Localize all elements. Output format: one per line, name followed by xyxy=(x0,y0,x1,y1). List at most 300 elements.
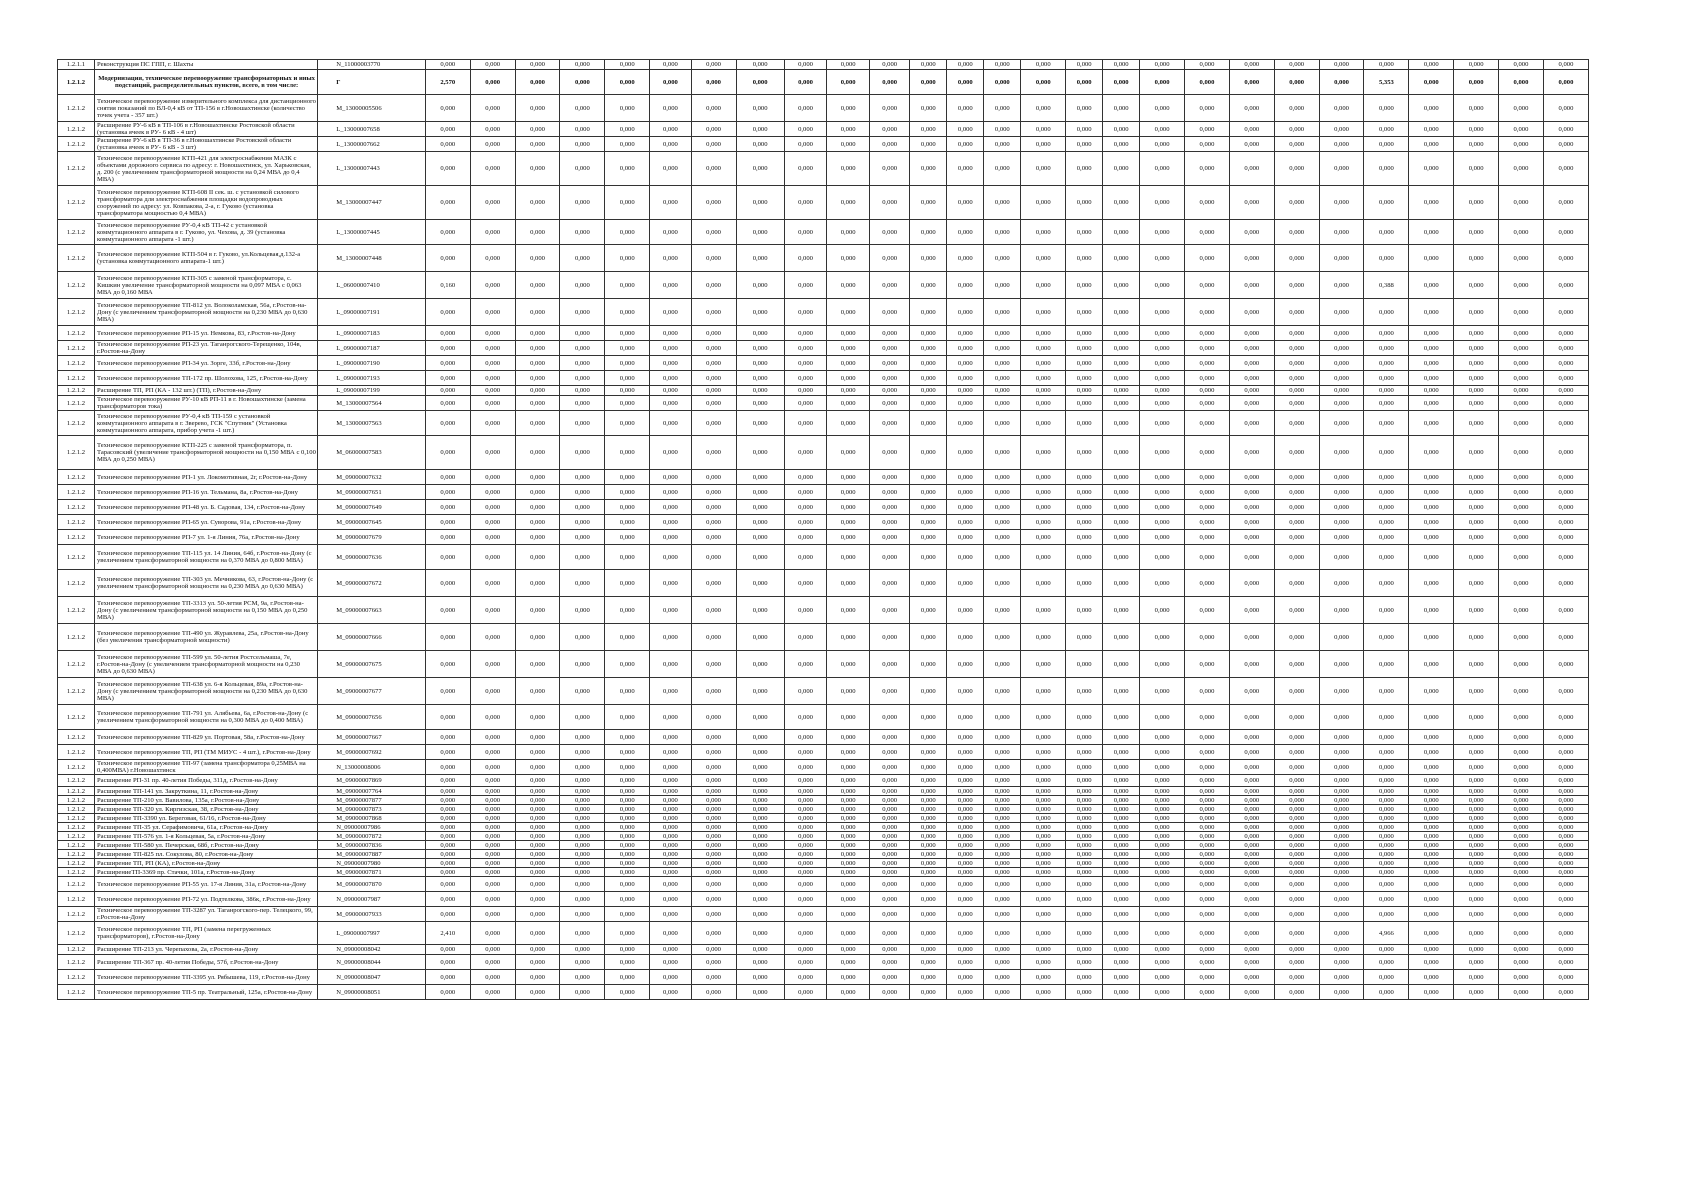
value-cell: 0,000 xyxy=(1103,892,1140,907)
value-cell: 0,000 xyxy=(1543,470,1588,485)
value-cell: 0,000 xyxy=(1274,970,1319,985)
value-cell: 0,000 xyxy=(910,515,947,530)
value-cell: 0,000 xyxy=(1454,814,1499,823)
value-cell: 0,000 xyxy=(1229,272,1274,299)
value-cell: 0,000 xyxy=(1229,371,1274,386)
value-cell: 0,000 xyxy=(784,868,827,877)
value-cell: 0,000 xyxy=(1454,371,1499,386)
value-cell: 0,000 xyxy=(470,922,515,945)
value-cell: 0,000 xyxy=(1454,411,1499,436)
value-cell: 0,000 xyxy=(910,500,947,515)
value-cell: 0,000 xyxy=(1229,892,1274,907)
value-cell: 0,000 xyxy=(784,678,827,705)
value-cell: 0,000 xyxy=(910,955,947,970)
table-row xyxy=(58,70,1589,95)
value-cell: 0,000 xyxy=(1140,470,1185,485)
value-cell: 0,000 xyxy=(691,272,736,299)
value-cell: 0,000 xyxy=(1499,805,1544,814)
project-name: Техническое перевооружение РП-48 ул. Б. Садовая, 134, г.Ростов-на-Дону xyxy=(95,500,318,515)
value-cell: 0,000 xyxy=(827,137,870,152)
value-cell: 0,000 xyxy=(1140,922,1185,945)
value-cell: 0,000 xyxy=(1185,678,1230,705)
value-cell: 0,000 xyxy=(560,60,605,70)
value-cell: 0,000 xyxy=(515,299,560,326)
value-cell: 0,000 xyxy=(650,186,691,220)
value-cell: 0,000 xyxy=(784,859,827,868)
value-cell: 0,000 xyxy=(910,775,947,787)
value-cell: 0,000 xyxy=(1319,955,1364,970)
value-cell: 0,000 xyxy=(1274,955,1319,970)
value-cell: 0,000 xyxy=(1066,823,1103,832)
value-cell: 0,000 xyxy=(1021,760,1066,775)
value-cell: 0,000 xyxy=(560,823,605,832)
value-cell: 0,000 xyxy=(1229,485,1274,500)
value-cell: 0,000 xyxy=(1185,326,1230,341)
table-row xyxy=(58,530,1589,545)
value-cell: 0,000 xyxy=(984,796,1021,805)
value-cell: 0,000 xyxy=(869,272,909,299)
value-cell: 0,000 xyxy=(1543,386,1588,396)
value-cell: 0,000 xyxy=(1103,386,1140,396)
value-cell: 0,000 xyxy=(1543,805,1588,814)
value-cell: 0,000 xyxy=(1543,122,1588,137)
value-cell: 0,000 xyxy=(1185,500,1230,515)
project-id: N_09000007987 xyxy=(318,892,426,907)
value-cell: 0,000 xyxy=(1319,907,1364,922)
value-cell: 0,000 xyxy=(827,386,870,396)
value-cell: 0,000 xyxy=(984,245,1021,272)
value-cell: 0,000 xyxy=(1454,907,1499,922)
value-cell: 0,000 xyxy=(1319,892,1364,907)
value-cell: 0,000 xyxy=(1364,877,1409,892)
value-cell: 0,000 xyxy=(1274,570,1319,597)
value-cell: 0,000 xyxy=(869,122,909,137)
value-cell: 0,000 xyxy=(1066,892,1103,907)
value-cell: 0,000 xyxy=(515,396,560,411)
value-cell: 0,000 xyxy=(1229,186,1274,220)
value-cell: 0,000 xyxy=(984,850,1021,859)
value-cell: 0,000 xyxy=(560,95,605,122)
value-cell: 0,000 xyxy=(910,945,947,955)
value-cell: 0,000 xyxy=(910,341,947,356)
value-cell: 0,000 xyxy=(1021,356,1066,371)
value-cell: 0,000 xyxy=(605,985,650,1000)
value-cell: 0,000 xyxy=(1364,326,1409,341)
table-row xyxy=(58,775,1589,787)
value-cell: 0,000 xyxy=(947,922,984,945)
row-code: 1.2.1.2 xyxy=(58,70,95,95)
value-cell: 0,000 xyxy=(947,796,984,805)
value-cell: 0,000 xyxy=(470,868,515,877)
value-cell: 0,000 xyxy=(1021,60,1066,70)
value-cell: 0,000 xyxy=(691,515,736,530)
value-cell: 0,000 xyxy=(1364,545,1409,570)
value-cell: 0,000 xyxy=(1140,850,1185,859)
value-cell: 0,000 xyxy=(1140,859,1185,868)
value-cell: 0,000 xyxy=(910,386,947,396)
value-cell: 0,000 xyxy=(1185,841,1230,850)
value-cell: 0,000 xyxy=(605,470,650,485)
project-name: Техническое перевооружение РП-55 ул. 17-я Линия, 31а, г.Ростов-на-Дону xyxy=(95,877,318,892)
value-cell: 0,000 xyxy=(910,796,947,805)
value-cell: 0,000 xyxy=(1499,832,1544,841)
value-cell: 0,000 xyxy=(1185,122,1230,137)
value-cell: 0,000 xyxy=(1364,970,1409,985)
value-cell: 0,000 xyxy=(1364,386,1409,396)
value-cell: 0,000 xyxy=(691,892,736,907)
value-cell: 0,000 xyxy=(1103,220,1140,245)
value-cell: 0,000 xyxy=(910,805,947,814)
value-cell: 0,000 xyxy=(827,326,870,341)
value-cell: 0,000 xyxy=(605,220,650,245)
value-cell: 0,000 xyxy=(1274,436,1319,470)
value-cell: 0,000 xyxy=(560,841,605,850)
value-cell: 0,000 xyxy=(1319,220,1364,245)
value-cell: 0,000 xyxy=(984,705,1021,730)
value-cell: 0,000 xyxy=(1364,356,1409,371)
value-cell: 0,000 xyxy=(1229,859,1274,868)
value-cell: 0,000 xyxy=(1499,356,1544,371)
value-cell: 0,000 xyxy=(1274,500,1319,515)
value-cell: 0,000 xyxy=(1499,859,1544,868)
table-row xyxy=(58,371,1589,386)
value-cell: 0,000 xyxy=(827,396,870,411)
value-cell: 0,000 xyxy=(470,955,515,970)
value-cell: 0,000 xyxy=(1140,152,1185,186)
value-cell: 0,000 xyxy=(869,396,909,411)
value-cell: 0,000 xyxy=(947,823,984,832)
value-cell: 0,000 xyxy=(1103,796,1140,805)
value-cell: 0,000 xyxy=(1140,60,1185,70)
value-cell: 0,000 xyxy=(910,760,947,775)
value-cell: 0,000 xyxy=(515,220,560,245)
value-cell: 0,000 xyxy=(1499,597,1544,624)
value-cell: 0,000 xyxy=(1103,814,1140,823)
table-row xyxy=(58,945,1589,955)
value-cell: 0,000 xyxy=(1140,597,1185,624)
value-cell: 0,000 xyxy=(1103,470,1140,485)
value-cell: 0,000 xyxy=(984,892,1021,907)
value-cell: 0,000 xyxy=(1364,515,1409,530)
value-cell: 0,000 xyxy=(1185,970,1230,985)
value-cell: 0,000 xyxy=(650,386,691,396)
value-cell: 0,000 xyxy=(1021,730,1066,745)
value-cell: 0,000 xyxy=(1319,823,1364,832)
value-cell: 0,000 xyxy=(1543,396,1588,411)
value-cell: 0,000 xyxy=(827,597,870,624)
value-cell: 0,000 xyxy=(784,500,827,515)
value-cell: 0,000 xyxy=(1274,299,1319,326)
project-id: N_11000003770 xyxy=(318,60,426,70)
value-cell: 0,000 xyxy=(560,945,605,955)
value-cell: 0,000 xyxy=(515,386,560,396)
value-cell: 0,000 xyxy=(1066,787,1103,796)
value-cell: 0,000 xyxy=(910,892,947,907)
value-cell: 0,000 xyxy=(691,796,736,805)
value-cell: 0,000 xyxy=(1543,678,1588,705)
value-cell: 0,000 xyxy=(1319,186,1364,220)
value-cell: 0,000 xyxy=(1021,907,1066,922)
value-cell: 0,000 xyxy=(1103,371,1140,386)
value-cell: 0,000 xyxy=(1454,500,1499,515)
value-cell: 0,000 xyxy=(1140,500,1185,515)
value-cell: 0,000 xyxy=(984,877,1021,892)
value-cell: 0,000 xyxy=(736,859,784,868)
value-cell: 0,000 xyxy=(650,624,691,651)
value-cell: 0,000 xyxy=(1103,341,1140,356)
value-cell: 0,000 xyxy=(827,760,870,775)
value-cell: 0,000 xyxy=(1140,705,1185,730)
value-cell: 0,000 xyxy=(827,907,870,922)
value-cell: 0,000 xyxy=(1543,500,1588,515)
value-cell: 0,000 xyxy=(1185,570,1230,597)
value-cell: 0,000 xyxy=(650,955,691,970)
value-cell: 0,000 xyxy=(560,814,605,823)
value-cell: 0,000 xyxy=(515,796,560,805)
value-cell: 0,000 xyxy=(984,841,1021,850)
value-cell: 0,000 xyxy=(560,805,605,814)
value-cell: 0,000 xyxy=(470,137,515,152)
row-code: 1.2.1.2 xyxy=(58,386,95,396)
value-cell: 0,000 xyxy=(869,245,909,272)
row-code: 1.2.1.2 xyxy=(58,530,95,545)
value-cell: 0,000 xyxy=(650,832,691,841)
value-cell: 0,000 xyxy=(1066,436,1103,470)
value-cell: 0,000 xyxy=(1103,907,1140,922)
value-cell: 0,000 xyxy=(425,850,470,859)
value-cell: 0,000 xyxy=(691,985,736,1000)
value-cell: 0,000 xyxy=(869,485,909,500)
value-cell: 0,000 xyxy=(560,868,605,877)
value-cell: 0,000 xyxy=(1543,530,1588,545)
value-cell: 0,000 xyxy=(869,877,909,892)
value-cell: 0,000 xyxy=(605,341,650,356)
value-cell: 0,000 xyxy=(947,436,984,470)
value-cell: 0,000 xyxy=(1543,868,1588,877)
value-cell: 0,000 xyxy=(1454,945,1499,955)
value-cell: 0,000 xyxy=(1066,186,1103,220)
value-cell: 2,410 xyxy=(425,922,470,945)
value-cell: 0,000 xyxy=(1140,386,1185,396)
value-cell: 0,000 xyxy=(1229,326,1274,341)
project-name: Расширение ТП-213 ул. Черепахова, 2а, г.Ростов-на-Дону xyxy=(95,945,318,955)
value-cell: 0,000 xyxy=(910,530,947,545)
value-cell: 0,000 xyxy=(691,678,736,705)
value-cell: 0,000 xyxy=(910,60,947,70)
value-cell: 0,000 xyxy=(947,907,984,922)
value-cell: 0,000 xyxy=(1229,299,1274,326)
value-cell: 0,000 xyxy=(1319,877,1364,892)
table-row xyxy=(58,470,1589,485)
value-cell: 0,000 xyxy=(784,985,827,1000)
project-id: M_09000007836 xyxy=(318,841,426,850)
value-cell: 0,000 xyxy=(1021,396,1066,411)
table-row xyxy=(58,152,1589,186)
value-cell: 0,000 xyxy=(1229,868,1274,877)
value-cell: 0,000 xyxy=(947,985,984,1000)
value-cell: 0,000 xyxy=(827,436,870,470)
value-cell: 0,000 xyxy=(1229,907,1274,922)
value-cell: 0,000 xyxy=(1185,730,1230,745)
value-cell: 0,000 xyxy=(736,137,784,152)
value-cell: 0,000 xyxy=(470,122,515,137)
value-cell: 0,000 xyxy=(1364,500,1409,515)
value-cell: 0,000 xyxy=(1021,745,1066,760)
value-cell: 0,000 xyxy=(1454,705,1499,730)
value-cell: 0,000 xyxy=(1543,245,1588,272)
value-cell: 0,000 xyxy=(1319,945,1364,955)
value-cell: 0,000 xyxy=(736,597,784,624)
project-name: Техническое перевооружение РП-72 ул. Подтелкова, 386к, г.Ростов-на-Дону xyxy=(95,892,318,907)
value-cell: 0,000 xyxy=(947,775,984,787)
project-id: M_09000007672 xyxy=(318,570,426,597)
value-cell: 0,000 xyxy=(1140,787,1185,796)
value-cell: 0,000 xyxy=(1185,272,1230,299)
value-cell: 0,000 xyxy=(515,60,560,70)
value-cell: 0,000 xyxy=(984,272,1021,299)
value-cell: 0,000 xyxy=(869,922,909,945)
value-cell: 0,000 xyxy=(1229,60,1274,70)
value-cell: 0,000 xyxy=(869,152,909,186)
value-cell: 0,000 xyxy=(910,245,947,272)
project-id: N_09000008051 xyxy=(318,985,426,1000)
value-cell: 0,000 xyxy=(1454,530,1499,545)
value-cell: 0,000 xyxy=(1409,515,1454,530)
value-cell: 0,000 xyxy=(736,500,784,515)
value-cell: 0,000 xyxy=(691,624,736,651)
value-cell: 0,000 xyxy=(1364,341,1409,356)
project-name: Техническое перевооружение РУ-0,4 кВ ТП-42 с установкой коммутационного аппарата в г. Гуково, ул. Чехова, д. 39 (установка коммутационного аппарата -1 шт.) xyxy=(95,220,318,245)
value-cell: 0,000 xyxy=(869,299,909,326)
value-cell: 0,000 xyxy=(1103,823,1140,832)
value-cell: 0,000 xyxy=(1409,705,1454,730)
value-cell: 0,000 xyxy=(736,832,784,841)
value-cell: 0,000 xyxy=(605,396,650,411)
value-cell: 0,000 xyxy=(1409,823,1454,832)
value-cell: 0,000 xyxy=(425,530,470,545)
value-cell: 0,000 xyxy=(1103,651,1140,678)
value-cell: 0,000 xyxy=(736,515,784,530)
value-cell: 0,000 xyxy=(784,787,827,796)
value-cell: 0,000 xyxy=(1229,970,1274,985)
value-cell: 0,000 xyxy=(1409,796,1454,805)
value-cell: 0,000 xyxy=(827,470,870,485)
value-cell: 0,000 xyxy=(984,868,1021,877)
value-cell: 0,000 xyxy=(984,970,1021,985)
value-cell: 0,000 xyxy=(1185,651,1230,678)
value-cell: 0,000 xyxy=(1185,220,1230,245)
value-cell: 0,000 xyxy=(515,985,560,1000)
value-cell: 0,000 xyxy=(470,411,515,436)
value-cell: 0,000 xyxy=(736,787,784,796)
value-cell: 0,000 xyxy=(515,545,560,570)
value-cell: 0,000 xyxy=(691,485,736,500)
project-name: Реконструкция ПС ГПП, г. Шахты xyxy=(95,60,318,70)
value-cell: 0,000 xyxy=(1021,485,1066,500)
project-id: L_13000007445 xyxy=(318,220,426,245)
value-cell: 0,000 xyxy=(1454,470,1499,485)
value-cell: 0,000 xyxy=(1140,892,1185,907)
value-cell: 0,000 xyxy=(984,760,1021,775)
project-name: Расширение ТП-367 пр. 40-летия Победы, 57б, г.Ростов-на-Дону xyxy=(95,955,318,970)
row-code: 1.2.1.2 xyxy=(58,515,95,530)
value-cell: 0,000 xyxy=(425,299,470,326)
value-cell: 0,000 xyxy=(1185,245,1230,272)
value-cell: 0,000 xyxy=(827,985,870,1000)
value-cell: 0,000 xyxy=(984,805,1021,814)
value-cell: 0,000 xyxy=(650,705,691,730)
value-cell: 0,000 xyxy=(515,678,560,705)
value-cell: 5,353 xyxy=(1364,70,1409,95)
value-cell: 0,000 xyxy=(910,152,947,186)
value-cell: 0,000 xyxy=(1364,411,1409,436)
project-name: Техническое перевооружение РП-23 ул. Таганрогского-Терещенко, 104в, г.Ростов-на-Дону xyxy=(95,341,318,356)
value-cell: 0,000 xyxy=(691,545,736,570)
value-cell: 0,000 xyxy=(1185,597,1230,624)
value-cell: 0,000 xyxy=(1319,272,1364,299)
value-cell: 0,000 xyxy=(1066,945,1103,955)
value-cell: 0,000 xyxy=(1409,371,1454,386)
value-cell: 0,000 xyxy=(605,678,650,705)
value-cell: 0,000 xyxy=(1319,299,1364,326)
value-cell: 0,000 xyxy=(560,970,605,985)
project-name: Техническое перевооружение ТП-599 ул. 50-летия Ростсельмаша, 7е, г.Ростов-на-Дону (с увеличением трансформаторной мощности на 0,230 МВА до 0,630 МВА) xyxy=(95,651,318,678)
value-cell: 0,000 xyxy=(947,485,984,500)
value-cell: 0,000 xyxy=(736,570,784,597)
value-cell: 0,000 xyxy=(1364,868,1409,877)
value-cell: 0,000 xyxy=(1319,985,1364,1000)
value-cell: 0,000 xyxy=(1543,95,1588,122)
value-cell: 0,000 xyxy=(984,745,1021,760)
value-cell: 0,000 xyxy=(1140,396,1185,411)
value-cell: 0,000 xyxy=(1274,624,1319,651)
value-cell: 0,000 xyxy=(1103,152,1140,186)
value-cell: 0,000 xyxy=(736,436,784,470)
value-cell: 0,000 xyxy=(827,545,870,570)
value-cell: 0,000 xyxy=(984,299,1021,326)
value-cell: 0,000 xyxy=(560,436,605,470)
value-cell: 0,000 xyxy=(1229,597,1274,624)
value-cell: 0,000 xyxy=(784,570,827,597)
row-code: 1.2.1.2 xyxy=(58,760,95,775)
value-cell: 0,000 xyxy=(650,152,691,186)
value-cell: 0,000 xyxy=(1274,220,1319,245)
value-cell: 0,000 xyxy=(605,705,650,730)
value-cell: 0,000 xyxy=(470,730,515,745)
project-id: L_06000007410 xyxy=(318,272,426,299)
value-cell: 0,000 xyxy=(1409,356,1454,371)
value-cell: 0,000 xyxy=(1140,220,1185,245)
row-code: 1.2.1.2 xyxy=(58,411,95,436)
value-cell: 0,000 xyxy=(470,624,515,651)
value-cell: 0,000 xyxy=(650,868,691,877)
value-cell: 0,000 xyxy=(784,341,827,356)
value-cell: 0,000 xyxy=(869,326,909,341)
value-cell: 0,000 xyxy=(1021,371,1066,386)
value-cell: 0,000 xyxy=(1066,515,1103,530)
value-cell: 0,000 xyxy=(650,396,691,411)
value-cell: 0,000 xyxy=(736,760,784,775)
value-cell: 0,000 xyxy=(1274,651,1319,678)
value-cell: 0,000 xyxy=(736,796,784,805)
value-cell: 0,000 xyxy=(869,678,909,705)
value-cell: 0,000 xyxy=(1364,730,1409,745)
value-cell: 0,000 xyxy=(425,122,470,137)
value-cell: 0,000 xyxy=(1454,841,1499,850)
value-cell: 0,000 xyxy=(984,597,1021,624)
project-id: M_13000007447 xyxy=(318,186,426,220)
value-cell: 0,000 xyxy=(784,745,827,760)
